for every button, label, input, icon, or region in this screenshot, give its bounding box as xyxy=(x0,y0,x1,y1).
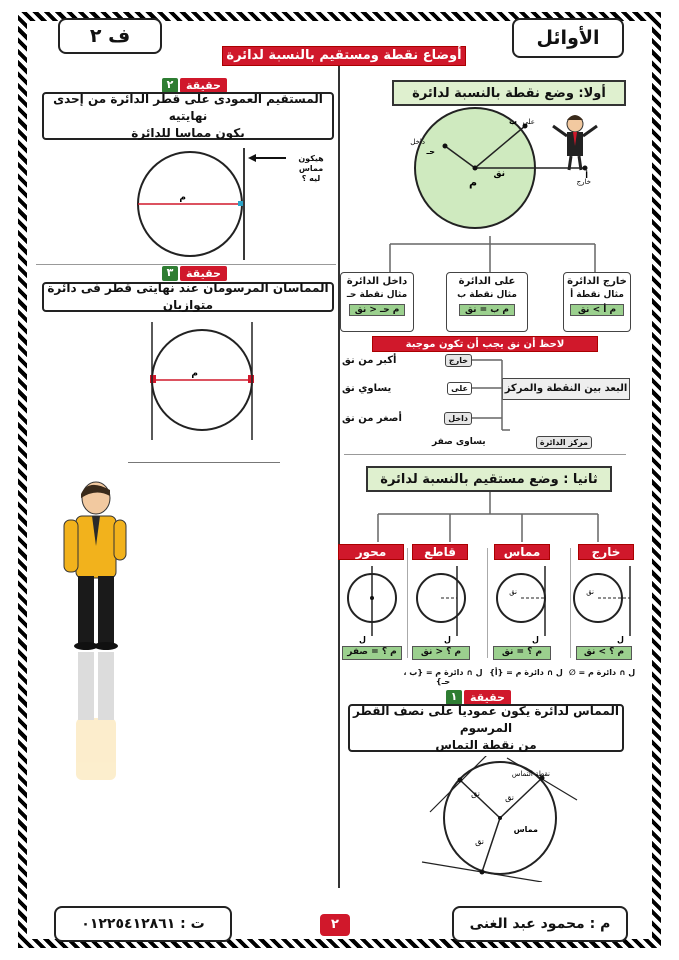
part1-title: أولا: وضع نقطة بالنسبة لدائرة xyxy=(412,85,606,101)
radius-label: نق xyxy=(493,169,505,179)
svg-text:ل: ل xyxy=(444,635,451,644)
tangent-label: مماس xyxy=(513,825,538,834)
phone-box xyxy=(54,906,232,942)
line-axis-diagram xyxy=(338,562,408,644)
distance-label-box xyxy=(502,378,630,400)
line-outside-diagram xyxy=(570,562,636,644)
point-a-label: أ xyxy=(585,171,588,180)
teacher-name: م : محمود عبد الغنى xyxy=(469,916,611,932)
line-case-axis-title: محور تماثل xyxy=(338,544,404,560)
distance-case-zero xyxy=(432,434,592,450)
line-cases-tree xyxy=(370,492,610,542)
line-outside-relation: م ؟ > نق xyxy=(576,646,632,660)
distance-label: البعد بين النقطة والمركز xyxy=(504,383,628,394)
svg-text:نق: نق xyxy=(586,588,594,596)
section-box xyxy=(58,18,162,54)
parallel-tangents-diagram xyxy=(140,316,270,446)
teacher-figure xyxy=(553,115,597,170)
case-example: مثال نقطة أ xyxy=(570,290,624,300)
teacher-box xyxy=(452,906,628,942)
positive-radius-note xyxy=(372,336,598,352)
point-position-diagram xyxy=(405,106,630,236)
distance-case-greater xyxy=(342,352,472,368)
distance-connectors xyxy=(470,356,510,446)
line-outside-intersection: ل ∩ دائرة م = ∅ xyxy=(568,668,636,677)
case-relation: م حـ < نق xyxy=(349,304,405,316)
case-title: على الدائرة xyxy=(458,276,516,287)
fact1-box xyxy=(348,704,624,752)
case-relation: م ب = نق xyxy=(459,304,515,316)
note-text: لاحظ أن نق يجب أن تكون موجبة xyxy=(405,339,565,350)
point-b-label: ب xyxy=(508,117,517,126)
svg-text:ل: ل xyxy=(617,635,624,644)
brand-title: الأوائل xyxy=(536,27,600,49)
distance-tag: خارج xyxy=(445,354,472,367)
fact3-tag: حقيقة ٣ xyxy=(162,266,227,281)
svg-text:نق: نق xyxy=(471,789,480,798)
svg-text:م: م xyxy=(179,193,186,203)
svg-text:م: م xyxy=(191,369,198,379)
point-case-outside xyxy=(563,272,631,332)
case-title: خارج الدائرة xyxy=(567,276,627,287)
fact2-line2: يكون مماسا للدائرة xyxy=(131,125,245,140)
section-label: ف ٢ xyxy=(89,25,131,47)
case-example: مثال نقطة ب xyxy=(457,290,517,300)
svg-text:ل: ل xyxy=(532,635,539,644)
line-tangent-intersection: ل ∩ دائرة م = {أ} xyxy=(489,668,563,677)
line-case-secant-title: قاطع xyxy=(412,544,468,560)
point-c-label: حـ xyxy=(426,147,435,156)
main-title: أوضاع نقطة ومستقيم بالنسبة لدائرة xyxy=(226,48,462,63)
part2-title: ثانيا : وضع مستقيم بالنسبة لدائرة xyxy=(380,471,598,487)
line-tangent-diagram xyxy=(487,562,569,644)
svg-text:نق: نق xyxy=(509,588,517,596)
distance-tag: داخل xyxy=(444,412,472,425)
distance-text: أصغر من نق xyxy=(342,412,402,424)
distance-text: يساوي نق xyxy=(342,382,392,394)
distance-case-less xyxy=(342,410,472,426)
zero-tag: مركز الدائرة xyxy=(536,436,592,449)
distance-text: أكبر من نق xyxy=(342,354,397,366)
line-case-tangent-title: مماس xyxy=(494,544,550,560)
brand-box xyxy=(512,18,624,58)
main-title-banner xyxy=(222,46,466,66)
fact2-tag: حقيقة ٢ xyxy=(162,78,227,93)
section-separator xyxy=(344,454,626,455)
svg-text:نق: نق xyxy=(475,837,484,846)
fact2-side-note: هيكون مماس ليه ؟ xyxy=(298,154,324,183)
line-case-outside-title: خارج xyxy=(578,544,634,560)
left-separator xyxy=(36,264,336,265)
case-relation: م أ > نق xyxy=(570,304,624,316)
point-case-inside xyxy=(340,272,414,332)
distance-tag: على xyxy=(447,382,472,395)
distance-case-equal xyxy=(342,380,472,396)
center-label: م xyxy=(468,176,477,189)
fact2-box xyxy=(42,92,334,140)
line-secant-relation: م ؟ < نق xyxy=(412,646,470,660)
zero-text: يساوى صفر xyxy=(432,437,486,447)
fact1-line1: المماس لدائرة يكون عموديا على نصف القطر المرسوم xyxy=(353,703,619,735)
svg-text:ل: ل xyxy=(359,635,366,644)
phone-number: ت : ٠١٢٢٥٤١٢٨٦١ xyxy=(81,916,205,932)
case-example: مثال نقطة حـ xyxy=(346,290,408,300)
part1-title-banner xyxy=(392,80,626,106)
svg-text:نق: نق xyxy=(505,793,514,802)
cartoon-man xyxy=(48,476,138,816)
touch-point-label: نقطة التماس xyxy=(511,770,550,778)
line-axis-relation: م ؟ = صفر xyxy=(342,646,402,660)
fact1-line2: من نقطة التماس xyxy=(435,737,537,752)
page-number: ٢ xyxy=(320,914,350,936)
fact1-tag: حقيقة ١ xyxy=(446,690,511,705)
outside-label: خارج xyxy=(576,178,591,186)
inside-label: داخل xyxy=(410,138,425,146)
column-divider xyxy=(338,66,340,888)
on-label: على xyxy=(522,118,535,126)
fact3-text: المماسان المرسومان عند نهايتى قطر فى دائرة متوازيان xyxy=(47,281,329,312)
tangent-radius-diagram xyxy=(412,756,622,882)
case-title: داخل الدائرة xyxy=(346,276,408,287)
line-secant-intersection: ل ∩ دائرة م = {ب ، حـ} xyxy=(403,668,483,686)
left-separator-2 xyxy=(128,462,280,463)
part2-title-banner xyxy=(366,466,612,492)
cases-tree xyxy=(370,236,610,274)
line-secant-diagram xyxy=(407,562,487,644)
point-case-on xyxy=(446,272,528,332)
fact3-box xyxy=(42,282,334,312)
line-tangent-relation: م ؟ = نق xyxy=(493,646,551,660)
fact2-line1: المستقيم العمودى على قطر الدائرة من إحدى نهايتيه xyxy=(53,91,323,123)
